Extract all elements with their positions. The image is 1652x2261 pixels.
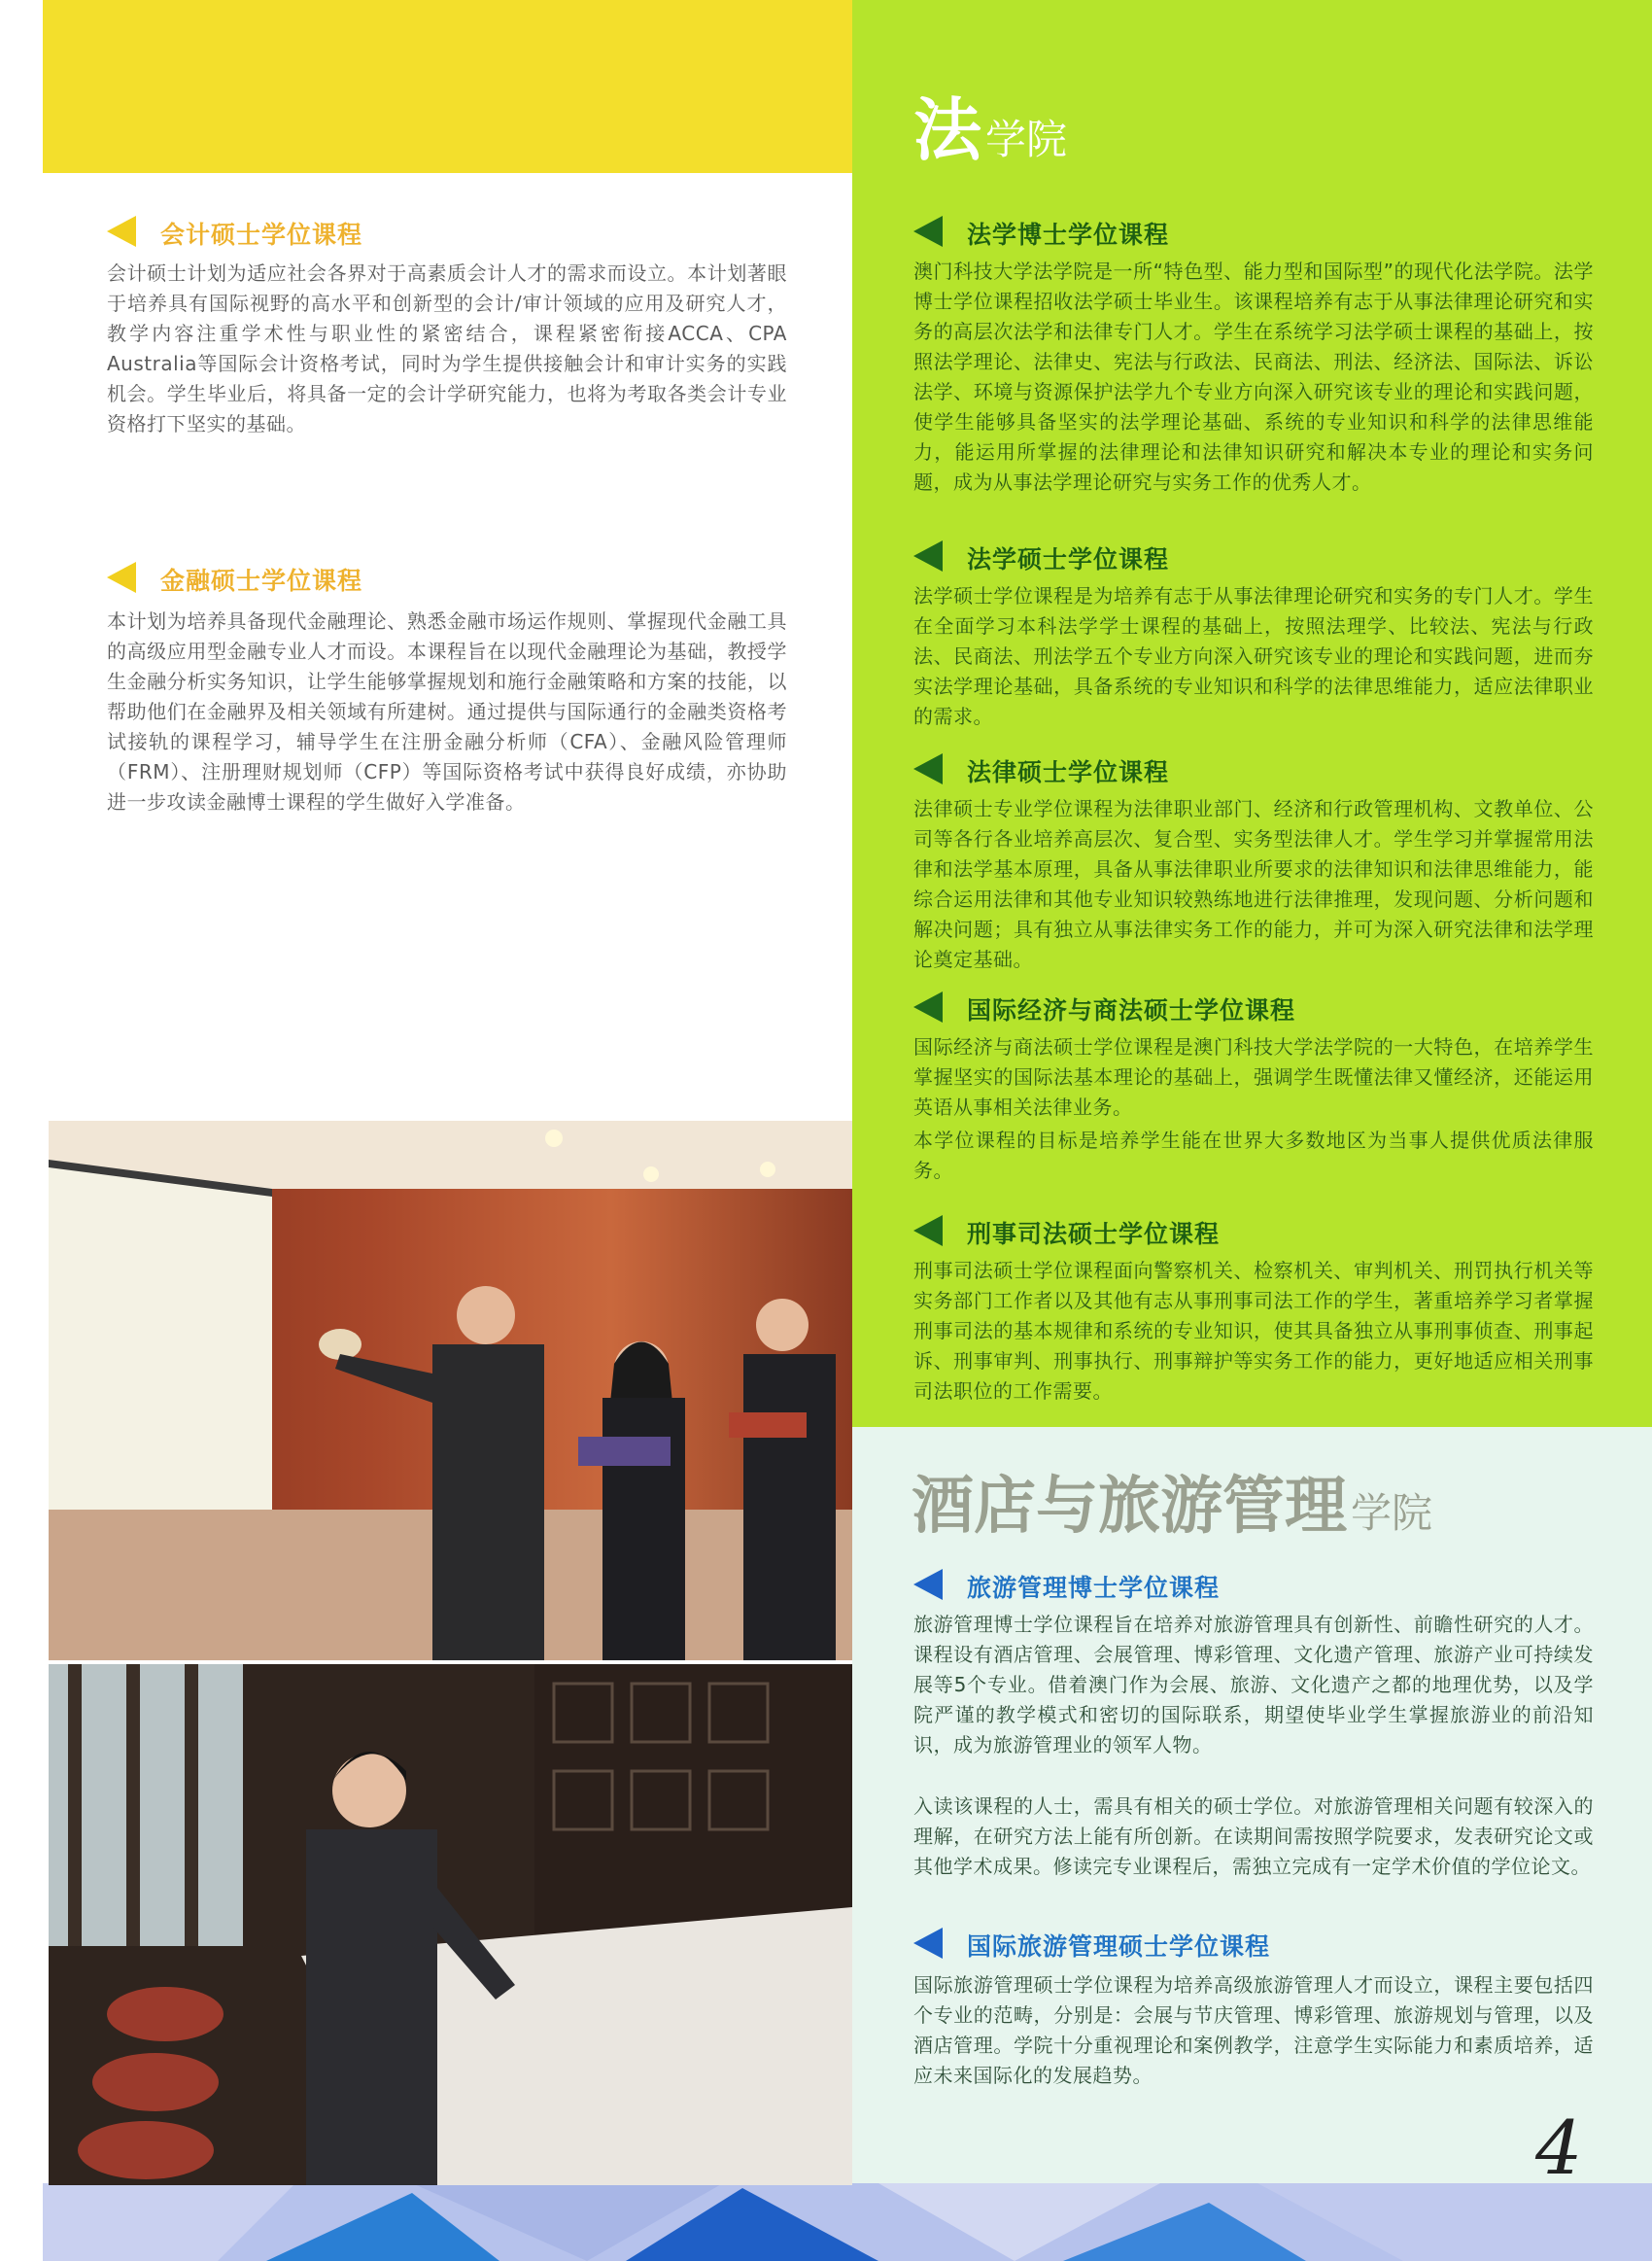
- law-jm-arrow-icon: [913, 753, 943, 784]
- accounting-title: 会计硕士学位课程: [160, 221, 363, 249]
- law-iel-body-1: 国际经济与商法硕士学位课程是澳门科技大学法学院的一大特色，在培养学生掌握坚实的国际法基本理论的基础上，强调学生既懂法律又懂经济，还能运用英语从事相关法律业务。: [913, 1035, 1594, 1119]
- accounting-arrow-icon: [107, 216, 136, 247]
- law-phd-title: 法学博士学位课程: [967, 221, 1170, 249]
- law-phd-body: 澳门科技大学法学院是一所“特色型、能力型和国际型”的现代化法学院。法学博士学位课程招收法学硕士毕业生。该课程培养有志于从事法律理论研究和实务的高层次法学和法律专门人才。学生在系统学习法学硕士课程的基础上，按照法学理论、法律史、宪法与行政法、民商法、刑法、经济法、国际法、诉讼法学、环境与资源保护法学九个专业方向深入研究该专业的理论和实践问题，使学生能够具备坚实的法学理论基础、系统的专业知识和科学的法律思维能力，能运用所掌握的法律理论和法律知识研究和解决本专业的理论和实务问题，成为从事法学理论研究与实务工作的优秀人才。: [913, 260, 1594, 494]
- presentation-scene: [49, 1121, 852, 1660]
- yellow-header-band: [43, 0, 852, 173]
- law-iel-arrow-icon: [913, 991, 943, 1023]
- hotel-master-arrow-icon: [913, 1928, 943, 1959]
- hotel-phd-title: 旅游管理博士学位课程: [967, 1574, 1221, 1602]
- finance-body: 本计划为培养具备现代金融理论、熟悉金融市场运作规则、掌握现代金融工具的高级应用型金融专业人才而设。本课程旨在以现代金融理论为基础，教授学生金融分析实务知识，让学生能够掌握规划和施行金融策略和方案的技能，以帮助他们在金融界及相关领域有所建树。通过提供与国际通行的金融类资格考试接轨的课程学习，辅导学生在注册金融分析师（CFA）、金融风险管理师（FRM）、注册理财规划师（CFP）等国际资格考试中获得良好成绩，亦协助进一步攻读金融博士课程的学生做好入学准备。: [107, 609, 787, 814]
- hotel-heading-big: 酒店与旅游管理: [912, 1470, 1347, 1543]
- law-phd-arrow-icon: [913, 216, 943, 247]
- law-master-arrow-icon: [913, 540, 943, 572]
- law-iel-body-2: 本学位课程的目标是培养学生能在世界大多数地区为当事人提供优质法律服务。: [913, 1129, 1594, 1182]
- hotel-phd-arrow-icon: [913, 1569, 943, 1600]
- law-master-title: 法学硕士学位课程: [967, 545, 1170, 574]
- law-criminal-body: 刑事司法硕士学位课程面向警察机关、检察机关、审判机关、刑罚执行机关等实务部门工作者以及其他有志从事刑事司法工作的学生，著重培养学习者掌握刑事司法的基本规律和系统的专业知识，使其具备独立从事刑事侦查、刑事起诉、刑事审判、刑事执行、刑事辩护等实务工作的能力，更好地适应相关刑事司法职位的工作需要。: [913, 1259, 1594, 1403]
- law-heading-small: 学院: [985, 116, 1068, 163]
- hotel-master-title: 国际旅游管理硕士学位课程: [967, 1932, 1271, 1961]
- page-number: 4: [1535, 2104, 1583, 2191]
- law-master-body: 法学硕士学位课程是为培养有志于从事法律理论研究和实务的专门人才。学生在全面学习本科法学学士课程的基础上，按照法理学、比较法、宪法与行政法、民商法、刑法学五个专业方向深入研究该专业的理论和实践问题，进而夯实法学理论基础，具备系统的专业知识和科学的法律思维能力，适应法律职业的需求。: [913, 584, 1594, 728]
- table-setting-scene: [49, 1664, 852, 2185]
- law-iel-title: 国际经济与商法硕士学位课程: [967, 996, 1296, 1025]
- law-jm-title: 法律硕士学位课程: [967, 758, 1170, 786]
- law-criminal-title: 刑事司法硕士学位课程: [967, 1220, 1221, 1248]
- law-school-heading: [913, 76, 1067, 174]
- left-margin-strip: [0, 0, 43, 2261]
- law-criminal-arrow-icon: [913, 1215, 943, 1246]
- hotel-phd-body-1: 旅游管理博士学位课程旨在培养对旅游管理具有创新性、前瞻性研究的人才。课程设有酒店管理、会展管理、博彩管理、文化遗产管理、旅游产业可持续发展等5个专业。借着澳门作为会展、旅游、文化遗产之都的地理优势，以及学院严谨的教学模式和密切的国际联系，期望使毕业学生掌握旅游业的前沿知识，成为旅游管理业的领军人物。: [913, 1613, 1594, 1757]
- hotel-heading-small: 学院: [1351, 1489, 1433, 1537]
- bottom-decorative-band: [43, 2183, 1652, 2261]
- hotel-phd-body-2: 入读该课程的人士，需具有相关的硕士学位。对旅游管理相关问题有较深入的理解，在研究方法上能有所创新。在读期间需按照学院要求，发表研究论文或其他学术成果。修读完专业课程后，需独立完成有一定学术价值的学位论文。: [913, 1794, 1594, 1878]
- geometric-pattern: [43, 2183, 1652, 2261]
- accounting-body: 会计硕士计划为适应社会各界对于高素质会计人才的需求而设立。本计划著眼于培养具有国际视野的高水平和创新型的会计/审计领域的应用及研究人才，教学内容注重学术性与职业性的紧密结合，课程紧密衔接ACCA、CPA Australia等国际会计资格考试，同时为学生提供接触会计和审计实务的实践机会。学生毕业后，将具备一定的会计学研究能力，也将为考取各类会计专业资格打下坚实的基础。: [107, 261, 787, 435]
- hotel-master-body: 国际旅游管理硕士学位课程为培养高级旅游管理人才而设立，课程主要包括四个专业的范畴，分别是：会展与节庆管理、博彩管理、旅游规划与管理，以及酒店管理。学院十分重视理论和案例教学，注意学生实际能力和素质培养，适应未来国际化的发展趋势。: [913, 1973, 1594, 2087]
- finance-title: 金融硕士学位课程: [160, 567, 363, 595]
- restaurant-service-photo: [49, 1664, 852, 2185]
- law-jm-body: 法律硕士专业学位课程为法律职业部门、经济和行政管理机构、文教单位、公司等各行各业培养高层次、复合型、实务型法律人才。学生学习并掌握常用法律和法学基本原理，具备从事法律职业所要求的法律知识和法律思维能力，能综合运用法律和其他专业知识较熟练地进行法律推理，发现问题、分析问题和解决问题；具有独立从事法律实务工作的能力，并可为深入研究法律和法学理论奠定基础。: [913, 797, 1594, 971]
- law-heading-big: 法: [913, 89, 981, 170]
- hotel-school-heading: [912, 1456, 1432, 1546]
- finance-arrow-icon: [107, 562, 136, 593]
- conference-room-photo: [49, 1121, 852, 1660]
